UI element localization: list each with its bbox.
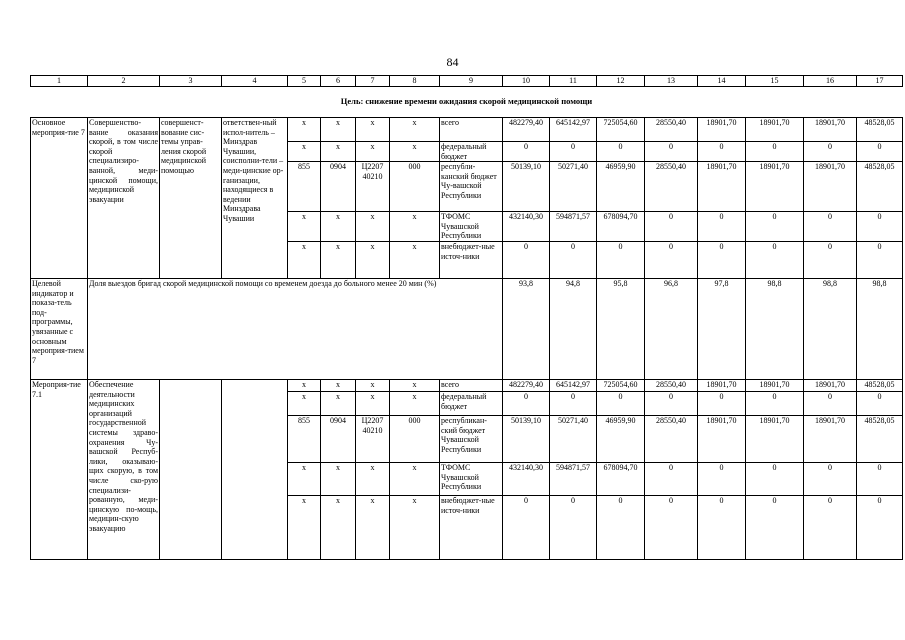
funding-source: ТФОМС Чувашской Республики	[440, 462, 503, 495]
amount-cell: 594871,57	[550, 212, 597, 242]
column-number: 17	[857, 76, 903, 87]
measure-description: Обеспечение деятельности медицинских организаций государственной системы здраво-охранения Чу-вашской Респуб-лики, оказываю-щих скорую, в том числе ско-рую специализи-рованную, меди-цинскую по-мощь, медицин-скую эвакуацию	[88, 379, 160, 559]
amount-cell: 48528,05	[857, 118, 903, 142]
amount-cell: 0	[857, 391, 903, 415]
amount-cell: 678094,70	[597, 212, 645, 242]
amount-cell: 0	[597, 495, 645, 559]
amount-cell: 645142,97	[550, 379, 597, 391]
section-code: х	[321, 241, 356, 278]
grbs-code: 855	[288, 162, 321, 212]
column-number: 5	[288, 76, 321, 87]
amount-cell: 0	[550, 391, 597, 415]
section-code: 0904	[321, 415, 356, 462]
amount-cell: 48528,05	[857, 162, 903, 212]
grbs-code: х	[288, 495, 321, 559]
amount-cell: 678094,70	[597, 462, 645, 495]
amount-cell: 0	[804, 212, 857, 242]
grbs-code: 855	[288, 415, 321, 462]
amount-cell: 0	[857, 142, 903, 162]
amount-cell: 18901,70	[698, 162, 746, 212]
target-article: Ц2207 40210	[356, 415, 390, 462]
amount-cell: 0	[503, 142, 550, 162]
empty-cell	[222, 379, 288, 559]
column-number: 7	[356, 76, 390, 87]
amount-cell: 0	[746, 391, 804, 415]
amount-cell: 0	[645, 142, 698, 162]
funding-source: республи-канский бюджет Чу-вашской Республики	[440, 162, 503, 212]
target-article: х	[356, 142, 390, 162]
expense-type: 000	[390, 162, 440, 212]
column-number: 12	[597, 76, 645, 87]
amount-cell: 0	[804, 391, 857, 415]
amount-cell: 0	[503, 241, 550, 278]
goal-row	[31, 87, 903, 118]
amount-cell: 0	[857, 241, 903, 278]
grbs-code: х	[288, 118, 321, 142]
amount-cell: 18901,70	[804, 118, 857, 142]
target-article: х	[356, 495, 390, 559]
amount-cell: 0	[804, 495, 857, 559]
amount-cell: 50271,40	[550, 415, 597, 462]
column-number: 13	[645, 76, 698, 87]
funding-source: федеральный бюджет	[440, 391, 503, 415]
expense-type: х	[390, 379, 440, 391]
amount-cell: 0	[804, 462, 857, 495]
amount-cell: 645142,97	[550, 118, 597, 142]
amount-cell: 0	[645, 462, 698, 495]
grbs-code: х	[288, 462, 321, 495]
amount-cell: 28550,40	[645, 415, 698, 462]
indicator-value: 97,8	[698, 278, 746, 379]
funding-source: ТФОМС Чувашской Республики	[440, 212, 503, 242]
amount-cell: 48528,05	[857, 415, 903, 462]
amount-cell: 0	[698, 391, 746, 415]
column-number: 15	[746, 76, 804, 87]
expense-type: 000	[390, 415, 440, 462]
indicator-text: Доля выездов бригад скорой медицинской помощи со временем доезда до больного менее 20 мин (%)	[88, 278, 503, 379]
program-table	[30, 75, 903, 560]
amount-cell: 0	[550, 495, 597, 559]
measure-description: Совершенство-вание оказания скорой, в том числе скорой специализиро-ванной, меди-цинской помощи, медицинской эвакуации	[88, 118, 160, 279]
column-number: 2	[88, 76, 160, 87]
amount-cell: 725054,60	[597, 118, 645, 142]
section-code: х	[321, 212, 356, 242]
column-number: 8	[390, 76, 440, 87]
grbs-code: х	[288, 379, 321, 391]
amount-cell: 18901,70	[746, 379, 804, 391]
column-number: 14	[698, 76, 746, 87]
indicator-value: 98,8	[857, 278, 903, 379]
expense-type: х	[390, 495, 440, 559]
indicator-name: Целевой индикатор и показа-тель под-программы, увязанные с основным мероприя-тием 7	[31, 278, 88, 379]
indicator-value: 98,8	[804, 278, 857, 379]
amount-cell: 0	[746, 212, 804, 242]
empty-cell	[160, 379, 222, 559]
grbs-code: х	[288, 241, 321, 278]
column-number: 11	[550, 76, 597, 87]
expense-type: х	[390, 391, 440, 415]
column-number: 1	[31, 76, 88, 87]
responsible-executor: ответствен-ный испол-нитель – Минздрав Чувашии, соисполни-тели – меди-цинские ор-ганизации, находящиеся в ведении Минздрава Чувашии	[222, 118, 288, 279]
funding-source: внебюджет-ные источ-ники	[440, 241, 503, 278]
indicator-row	[31, 278, 903, 379]
expense-type: х	[390, 241, 440, 278]
amount-cell: 0	[746, 462, 804, 495]
amount-cell: 0	[645, 391, 698, 415]
measure-name: Основное мероприя-тие 7	[31, 118, 88, 279]
amount-cell: 0	[645, 212, 698, 242]
amount-cell: 0	[857, 495, 903, 559]
amount-cell: 0	[503, 391, 550, 415]
amount-cell: 18901,70	[746, 162, 804, 212]
amount-cell: 482279,40	[503, 379, 550, 391]
target-article: х	[356, 118, 390, 142]
grbs-code: х	[288, 142, 321, 162]
column-number: 4	[222, 76, 288, 87]
amount-cell: 18901,70	[746, 415, 804, 462]
amount-cell: 432140,30	[503, 212, 550, 242]
section-code: х	[321, 379, 356, 391]
amount-cell: 0	[698, 495, 746, 559]
target-article: Ц2207 40210	[356, 162, 390, 212]
column-number: 9	[440, 76, 503, 87]
measure-goal: совершенст-вование сис-темы управ-ления скорой медицинской помощью	[160, 118, 222, 279]
indicator-value: 93,8	[503, 278, 550, 379]
amount-cell: 28550,40	[645, 118, 698, 142]
section-code: х	[321, 495, 356, 559]
amount-cell: 0	[698, 212, 746, 242]
amount-cell: 0	[857, 462, 903, 495]
amount-cell: 48528,05	[857, 379, 903, 391]
table-row	[31, 118, 903, 142]
amount-cell: 0	[550, 241, 597, 278]
target-article: х	[356, 241, 390, 278]
amount-cell: 0	[698, 462, 746, 495]
funding-source: республикан-ский бюджет Чувашской Республики	[440, 415, 503, 462]
amount-cell: 18901,70	[746, 118, 804, 142]
amount-cell: 0	[698, 142, 746, 162]
section-code: х	[321, 391, 356, 415]
section-code: х	[321, 142, 356, 162]
amount-cell: 0	[645, 495, 698, 559]
amount-cell: 0	[597, 241, 645, 278]
amount-cell: 28550,40	[645, 379, 698, 391]
funding-source: всего	[440, 118, 503, 142]
grbs-code: х	[288, 391, 321, 415]
amount-cell: 0	[746, 241, 804, 278]
target-article: х	[356, 379, 390, 391]
measure-name: Мероприя-тие 7.1	[31, 379, 88, 559]
amount-cell: 18901,70	[698, 415, 746, 462]
amount-cell: 46959,90	[597, 162, 645, 212]
expense-type: х	[390, 118, 440, 142]
indicator-value: 94,8	[550, 278, 597, 379]
amount-cell: 0	[645, 241, 698, 278]
amount-cell: 0	[804, 241, 857, 278]
column-number: 10	[503, 76, 550, 87]
amount-cell: 725054,60	[597, 379, 645, 391]
amount-cell: 0	[597, 142, 645, 162]
header-row	[31, 76, 903, 87]
amount-cell: 18901,70	[804, 379, 857, 391]
amount-cell: 50139,10	[503, 162, 550, 212]
amount-cell: 482279,40	[503, 118, 550, 142]
goal-title: Цель: снижение времени ожидания скорой медицинской помощи	[31, 87, 903, 118]
funding-source: федеральный бюджет	[440, 142, 503, 162]
section-code: 0904	[321, 162, 356, 212]
funding-source: внебюджет-ные источ-ники	[440, 495, 503, 559]
expense-type: х	[390, 462, 440, 495]
indicator-value: 98,8	[746, 278, 804, 379]
amount-cell: 0	[698, 241, 746, 278]
expense-type: х	[390, 142, 440, 162]
amount-cell: 28550,40	[645, 162, 698, 212]
amount-cell: 0	[597, 391, 645, 415]
target-article: х	[356, 462, 390, 495]
target-article: х	[356, 212, 390, 242]
indicator-value: 95,8	[597, 278, 645, 379]
grbs-code: х	[288, 212, 321, 242]
indicator-value: 96,8	[645, 278, 698, 379]
target-article: х	[356, 391, 390, 415]
amount-cell: 50139,10	[503, 415, 550, 462]
amount-cell: 0	[746, 142, 804, 162]
amount-cell: 0	[746, 495, 804, 559]
page-number: 84	[446, 55, 459, 69]
amount-cell: 50271,40	[550, 162, 597, 212]
amount-cell: 0	[857, 212, 903, 242]
amount-cell: 46959,90	[597, 415, 645, 462]
section-code: х	[321, 462, 356, 495]
column-number: 3	[160, 76, 222, 87]
expense-type: х	[390, 212, 440, 242]
amount-cell: 594871,57	[550, 462, 597, 495]
amount-cell: 18901,70	[698, 118, 746, 142]
amount-cell: 0	[503, 495, 550, 559]
table-row	[31, 379, 903, 391]
amount-cell: 0	[550, 142, 597, 162]
amount-cell: 18901,70	[804, 415, 857, 462]
amount-cell: 432140,30	[503, 462, 550, 495]
amount-cell: 18901,70	[804, 162, 857, 212]
funding-source: всего	[440, 379, 503, 391]
amount-cell: 0	[804, 142, 857, 162]
column-number: 6	[321, 76, 356, 87]
amount-cell: 18901,70	[698, 379, 746, 391]
column-number: 16	[804, 76, 857, 87]
section-code: х	[321, 118, 356, 142]
